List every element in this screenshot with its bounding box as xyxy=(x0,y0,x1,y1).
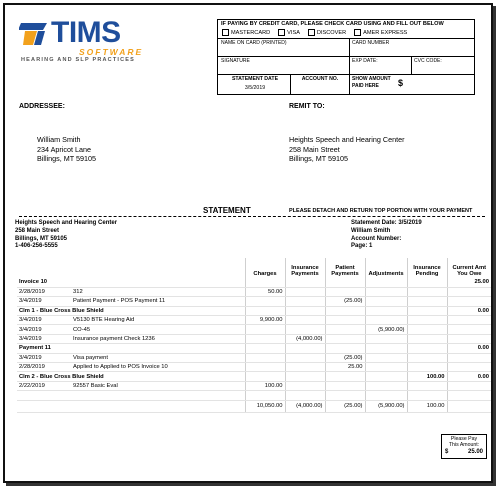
table-total-row xyxy=(17,400,491,412)
detach-instruction: PLEASE DETACH AND RETURN TOP PORTION WITH YOUR PAYMENT xyxy=(289,208,473,214)
logo-software: SOFTWARE xyxy=(79,47,144,57)
row-date xyxy=(17,391,67,400)
amount-paid-field[interactable]: $ xyxy=(398,78,404,88)
credit-card-heading: IF PAYING BY CREDIT CARD, PLEASE CHECK CARD USING AND FILL OUT BELOW xyxy=(221,21,444,27)
addressee-street: 234 Apricot Lane xyxy=(37,144,91,154)
cell-charges xyxy=(245,325,285,334)
cc-divider xyxy=(349,74,350,95)
row-date xyxy=(17,400,67,412)
cell-adjustments xyxy=(365,381,407,390)
table-row xyxy=(17,334,491,343)
cell-insurance-payments xyxy=(285,381,325,390)
cell-patient-payments xyxy=(325,372,365,381)
statement-info xyxy=(351,220,422,251)
row-description: Visa payment xyxy=(67,353,245,362)
option-amex[interactable] xyxy=(354,29,407,36)
practice-street: 258 Main Street xyxy=(15,227,60,234)
cell-charges: 10,050.00 xyxy=(245,400,285,412)
cell-adjustments: (5,900.00) xyxy=(365,325,407,334)
option-discover[interactable] xyxy=(308,29,346,36)
table-row xyxy=(17,325,491,334)
cell-adjustments xyxy=(365,391,407,400)
exp-date-field[interactable]: EXP DATE: xyxy=(352,58,378,64)
option-discover-label: DISCOVER xyxy=(316,29,347,36)
table-header-row xyxy=(17,258,491,278)
cell-current-amt: 0.00 xyxy=(447,306,491,315)
cell-charges: 100.00 xyxy=(245,381,285,390)
statement-date-label: STATEMENT DATE xyxy=(231,76,279,82)
cell-insurance-payments xyxy=(285,316,325,325)
addressee-city: Billings, MT 59105 xyxy=(37,154,96,163)
table-row xyxy=(17,287,491,296)
cell-adjustments xyxy=(365,297,407,306)
page-number: Page: 1 xyxy=(351,243,373,250)
cell-adjustments xyxy=(365,287,407,296)
card-type-options xyxy=(222,29,407,36)
cell-insurance-payments: (4,000.00) xyxy=(285,400,325,412)
please-pay-dollar: $ xyxy=(445,448,449,455)
row-description xyxy=(67,400,245,412)
cell-patient-payments xyxy=(325,278,365,287)
row-date: 3/4/2019 xyxy=(17,316,67,325)
checkbox-amex[interactable] xyxy=(354,29,361,36)
header-charges: Charges xyxy=(245,258,285,278)
paid-here-label: PAID HERE xyxy=(352,83,379,89)
row-date: 3/4/2019 xyxy=(17,353,67,362)
cell-adjustments xyxy=(365,306,407,315)
cell-current-amt xyxy=(447,363,491,372)
cell-adjustments xyxy=(365,363,407,372)
row-description: 92557 Basic Eval xyxy=(67,381,245,390)
remit-to-label: REMIT TO: xyxy=(289,103,325,110)
option-mastercard[interactable] xyxy=(222,29,270,36)
please-pay-amount: 25.00 xyxy=(467,448,483,455)
cell-insurance-pending: 100.00 xyxy=(407,400,447,412)
cell-adjustments xyxy=(365,316,407,325)
cell-insurance-pending xyxy=(407,391,447,400)
cell-patient-payments xyxy=(325,306,365,315)
header-date xyxy=(17,258,67,278)
header-adjustments: Adjustments xyxy=(365,258,407,278)
cell-patient-payments xyxy=(325,287,365,296)
show-amount-label: SHOW AMOUNT xyxy=(352,76,391,82)
cell-adjustments xyxy=(365,372,407,381)
credit-card-form xyxy=(217,19,475,95)
cell-patient-payments: 25.00 xyxy=(325,363,365,372)
cell-patient-payments: (25.00) xyxy=(325,400,365,412)
cell-insurance-pending xyxy=(407,363,447,372)
please-pay-amount-row xyxy=(442,449,486,455)
row-date: 2/28/2019 xyxy=(17,363,67,372)
cc-divider xyxy=(218,38,474,39)
cell-current-amt xyxy=(447,381,491,390)
cell-insurance-payments xyxy=(285,278,325,287)
cell-insurance-pending xyxy=(407,334,447,343)
signature-field[interactable]: SIGNATURE xyxy=(221,58,250,64)
remit-city: Billings, MT 59105 xyxy=(289,154,348,163)
addressee-name: William Smith xyxy=(37,135,81,144)
header-description xyxy=(67,258,245,278)
cell-current-amt xyxy=(447,297,491,306)
table-group-row xyxy=(17,372,491,381)
row-date: 3/4/2019 xyxy=(17,297,67,306)
practice-info xyxy=(15,220,117,251)
group-label: Clm 1 - Blue Cross Blue Shield xyxy=(17,306,245,315)
option-visa-label: VISA xyxy=(287,29,300,36)
row-description: Applied to Applied to POS Invoice 10 xyxy=(67,363,245,372)
practice-name: Heights Speech and Hearing Center xyxy=(15,220,118,226)
group-label: Invoice 10 xyxy=(17,278,245,287)
cell-insurance-pending: 100.00 xyxy=(407,372,447,381)
remit-name: Heights Speech and Hearing Center xyxy=(289,135,405,144)
table-group-row xyxy=(17,306,491,315)
cc-divider xyxy=(218,74,474,75)
table-row xyxy=(17,381,491,390)
header-patient-payments: Patient Payments xyxy=(325,258,365,278)
addressee-label: ADDRESSEE: xyxy=(19,103,65,110)
addressee-block xyxy=(37,135,96,164)
checkbox-mastercard[interactable] xyxy=(222,29,229,36)
table-row xyxy=(17,316,491,325)
cell-current-amt xyxy=(447,325,491,334)
statement-date-value: 3/5/2019 xyxy=(244,85,266,91)
cell-patient-payments: (25.00) xyxy=(325,297,365,306)
cell-insurance-payments xyxy=(285,344,325,353)
cell-patient-payments xyxy=(325,391,365,400)
table-group-row xyxy=(17,344,491,353)
cell-insurance-pending xyxy=(407,344,447,353)
practice-phone: 1-406-256-5555 xyxy=(15,243,58,250)
cell-charges xyxy=(245,297,285,306)
account-number: Account Number: xyxy=(351,235,402,242)
cell-insurance-payments: (4,000.00) xyxy=(285,334,325,343)
row-date: 2/28/2019 xyxy=(17,287,67,296)
statement-title: STATEMENT xyxy=(203,206,251,215)
cell-insurance-payments xyxy=(285,287,325,296)
cell-insurance-pending xyxy=(407,287,447,296)
statement-table xyxy=(17,258,491,413)
cell-charges xyxy=(245,353,285,362)
cell-charges xyxy=(245,278,285,287)
tims-logo xyxy=(19,17,149,65)
cc-divider xyxy=(218,56,474,57)
please-pay-line2: This Amount: xyxy=(448,442,480,449)
cell-insurance-payments xyxy=(285,306,325,315)
option-visa[interactable] xyxy=(278,29,300,36)
please-pay-line1: Please Pay xyxy=(450,436,478,442)
cell-current-amt: 0.00 xyxy=(447,372,491,381)
cell-adjustments xyxy=(365,278,407,287)
header-insurance-payments: Insurance Payments xyxy=(285,258,325,278)
cc-divider xyxy=(349,38,350,74)
cell-insurance-pending xyxy=(407,278,447,287)
group-label: Clm 2 - Blue Cross Blue Shield xyxy=(17,372,245,381)
checkbox-discover[interactable] xyxy=(308,29,315,36)
checkbox-visa[interactable] xyxy=(278,29,285,36)
cvc-code-field[interactable]: CVC CODE: xyxy=(414,58,442,64)
group-label: Payment 11 xyxy=(17,344,245,353)
cell-charges xyxy=(245,306,285,315)
table-row xyxy=(17,353,491,362)
cell-current-amt xyxy=(447,287,491,296)
cell-patient-payments xyxy=(325,316,365,325)
cell-insurance-payments xyxy=(285,297,325,306)
table-row xyxy=(17,391,491,400)
cell-insurance-pending xyxy=(407,353,447,362)
cell-insurance-payments xyxy=(285,353,325,362)
cell-patient-payments xyxy=(325,344,365,353)
table-row xyxy=(17,363,491,372)
practice-city: Billings, MT 59105 xyxy=(15,235,68,242)
cell-insurance-pending xyxy=(407,297,447,306)
cell-insurance-pending xyxy=(407,381,447,390)
header-insurance-pending: Insurance Pending xyxy=(407,258,447,278)
cell-current-amt xyxy=(447,316,491,325)
option-amex-label: AMER EXPRESS xyxy=(363,29,408,36)
remit-block xyxy=(289,135,404,164)
row-date: 3/4/2019 xyxy=(17,334,67,343)
cell-adjustments xyxy=(365,344,407,353)
statement-date: Statement Date: 3/5/2019 xyxy=(351,220,422,226)
header-current-amt: Current Amt You Owe xyxy=(447,258,491,278)
cell-adjustments: (5,900.00) xyxy=(365,400,407,412)
cell-insurance-payments xyxy=(285,325,325,334)
cell-current-amt xyxy=(447,353,491,362)
cell-current-amt xyxy=(447,334,491,343)
cell-patient-payments xyxy=(325,381,365,390)
row-description: 312 xyxy=(67,287,245,296)
card-number-field[interactable]: CARD NUMBER xyxy=(352,40,390,46)
cell-charges: 50.00 xyxy=(245,287,285,296)
row-description: CO-45 xyxy=(67,325,245,334)
cell-current-amt xyxy=(447,391,491,400)
cell-charges xyxy=(245,372,285,381)
cell-current-amt xyxy=(447,400,491,412)
row-description: V5130 BTE Hearing Aid xyxy=(67,316,245,325)
cell-insurance-pending xyxy=(407,316,447,325)
cell-patient-payments xyxy=(325,334,365,343)
cell-charges xyxy=(245,334,285,343)
cell-charges xyxy=(245,363,285,372)
name-on-card-field[interactable]: NAME ON CARD (PRINTED) xyxy=(221,40,287,46)
tims-logo-mark-icon xyxy=(19,21,49,47)
option-mastercard-label: MASTERCARD xyxy=(231,29,271,36)
logo-name: TIMS xyxy=(51,16,121,49)
account-no-label: ACCOUNT NO. xyxy=(301,76,339,82)
table-row xyxy=(17,297,491,306)
cell-insurance-payments xyxy=(285,363,325,372)
logo-tagline: HEARING AND SLP PRACTICES xyxy=(21,57,136,63)
cell-adjustments xyxy=(365,353,407,362)
row-description: Patient Payment - POS Payment 11 xyxy=(67,297,245,306)
row-date: 2/22/2019 xyxy=(17,381,67,390)
cell-patient-payments: (25.00) xyxy=(325,353,365,362)
table-group-row xyxy=(17,278,491,287)
row-date: 3/4/2019 xyxy=(17,325,67,334)
cell-insurance-pending xyxy=(407,306,447,315)
remit-street: 258 Main Street xyxy=(289,144,340,154)
patient-name: William Smith xyxy=(351,227,391,234)
cc-divider xyxy=(411,56,412,74)
cell-charges xyxy=(245,344,285,353)
cell-adjustments xyxy=(365,334,407,343)
cell-charges xyxy=(245,391,285,400)
cell-current-amt: 25.00 xyxy=(447,278,491,287)
cell-insurance-pending xyxy=(407,325,447,334)
cell-charges: 9,900.00 xyxy=(245,316,285,325)
row-description xyxy=(67,391,245,400)
please-pay-box xyxy=(441,434,487,459)
detach-line xyxy=(19,216,485,217)
row-description: Insurance payment Check 1236 xyxy=(67,334,245,343)
statement-document xyxy=(3,3,493,483)
cc-divider xyxy=(290,74,291,95)
cell-patient-payments xyxy=(325,325,365,334)
cell-insurance-payments xyxy=(285,391,325,400)
cell-insurance-payments xyxy=(285,372,325,381)
cell-current-amt: 0.00 xyxy=(447,344,491,353)
